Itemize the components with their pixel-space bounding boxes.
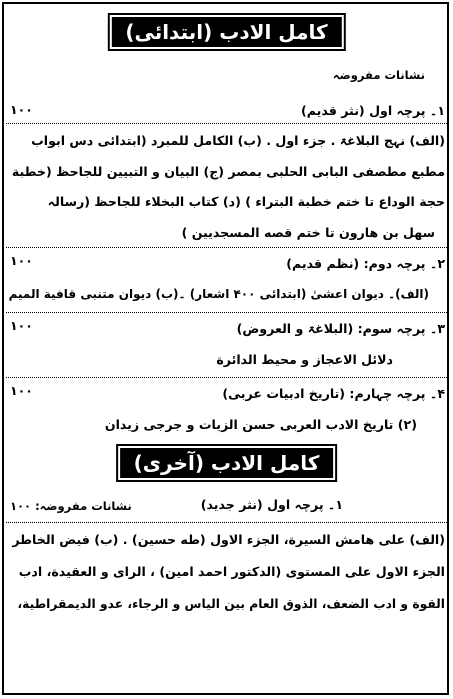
paper-2-heading: ۲۔ پرچہ دوم: (نظم قدیم) [286, 256, 445, 271]
paper-4-heading: ۴۔ پرچہ چہارم: (تاریخ ادبیات عربی) [222, 386, 445, 401]
paper-3-heading: ۳۔ پرچہ سوم: (البلاغۃ و العروض) [236, 321, 445, 336]
paper-1b-marks: نشانات مفروضہ: ۱۰۰ [10, 499, 132, 513]
paper-1-line-2: مطبع مطصفی البابی الحلبی بمصر (ج) البیان و التبیین للجاحظ (خطبة [11, 164, 445, 179]
paper-1b-line-1: (الف) علی هامش السیرة، الجزء الاول (طه حسین) . (ب) فیض الخاطر [12, 532, 445, 547]
paper-1b-line-2: الجزء الاول علی المستوی (الدکتور احمد امین) ، الرای و العقیدة، ادب [18, 564, 445, 579]
paper-3-line-1: دلائل الاعجاز و محیط الدائرة [216, 352, 393, 367]
divider [6, 377, 447, 378]
paper-1-line-1: (الف) نہج البلاغۃ . جزء اول . (ب) الكامل للمبرد (ابتدائی دس ابواب [31, 133, 445, 148]
divider [6, 522, 447, 523]
paper-1-heading: ۱۔ پرچہ اول (نثر قدیم) [300, 103, 445, 118]
section-title-akhiri: کامل الادب (آخری) [120, 448, 334, 478]
paper-1b-line-3: القوة و ادب الضعف، الذوق العام بین الیاس و الرجاء، عدو الدیمقراطیة، [17, 597, 445, 611]
paper-2-line-1: (الف)۔ دیوان اعشیٰ (ابتدائی ۴۰۰ اشعار) ۔(ب) دیوان متنبی قافیة المیم [8, 287, 429, 301]
divider [6, 123, 447, 124]
paper-4-line-1: (۲) تاریخ الادب العربی حسن الزیات و جرجی زیدان [104, 417, 417, 432]
paper-1-marks: ۱۰۰ [10, 102, 33, 117]
marks-label: نشانات مفروضہ [332, 68, 425, 82]
paper-4-marks: ۱۰۰ [10, 383, 33, 398]
divider [6, 312, 447, 313]
paper-2-marks: ۱۰۰ [10, 253, 33, 268]
paper-1b-heading: ۱۔ پرچہ اول (نثر جدید) [200, 497, 343, 512]
paper-1-line-4: سهل بن هارون تا ختم قصه المسجدیین ) [181, 225, 435, 240]
section-title-ibtidai: کامل الادب (ابتدائی) [111, 17, 341, 47]
divider [6, 247, 447, 248]
paper-3-marks: ۱۰۰ [10, 318, 33, 333]
paper-1-line-3: حجة الوداع تا ختم خطبة البتراء ) (د) کتاب البخلاء للجاحظ (رسالہ [47, 194, 445, 209]
